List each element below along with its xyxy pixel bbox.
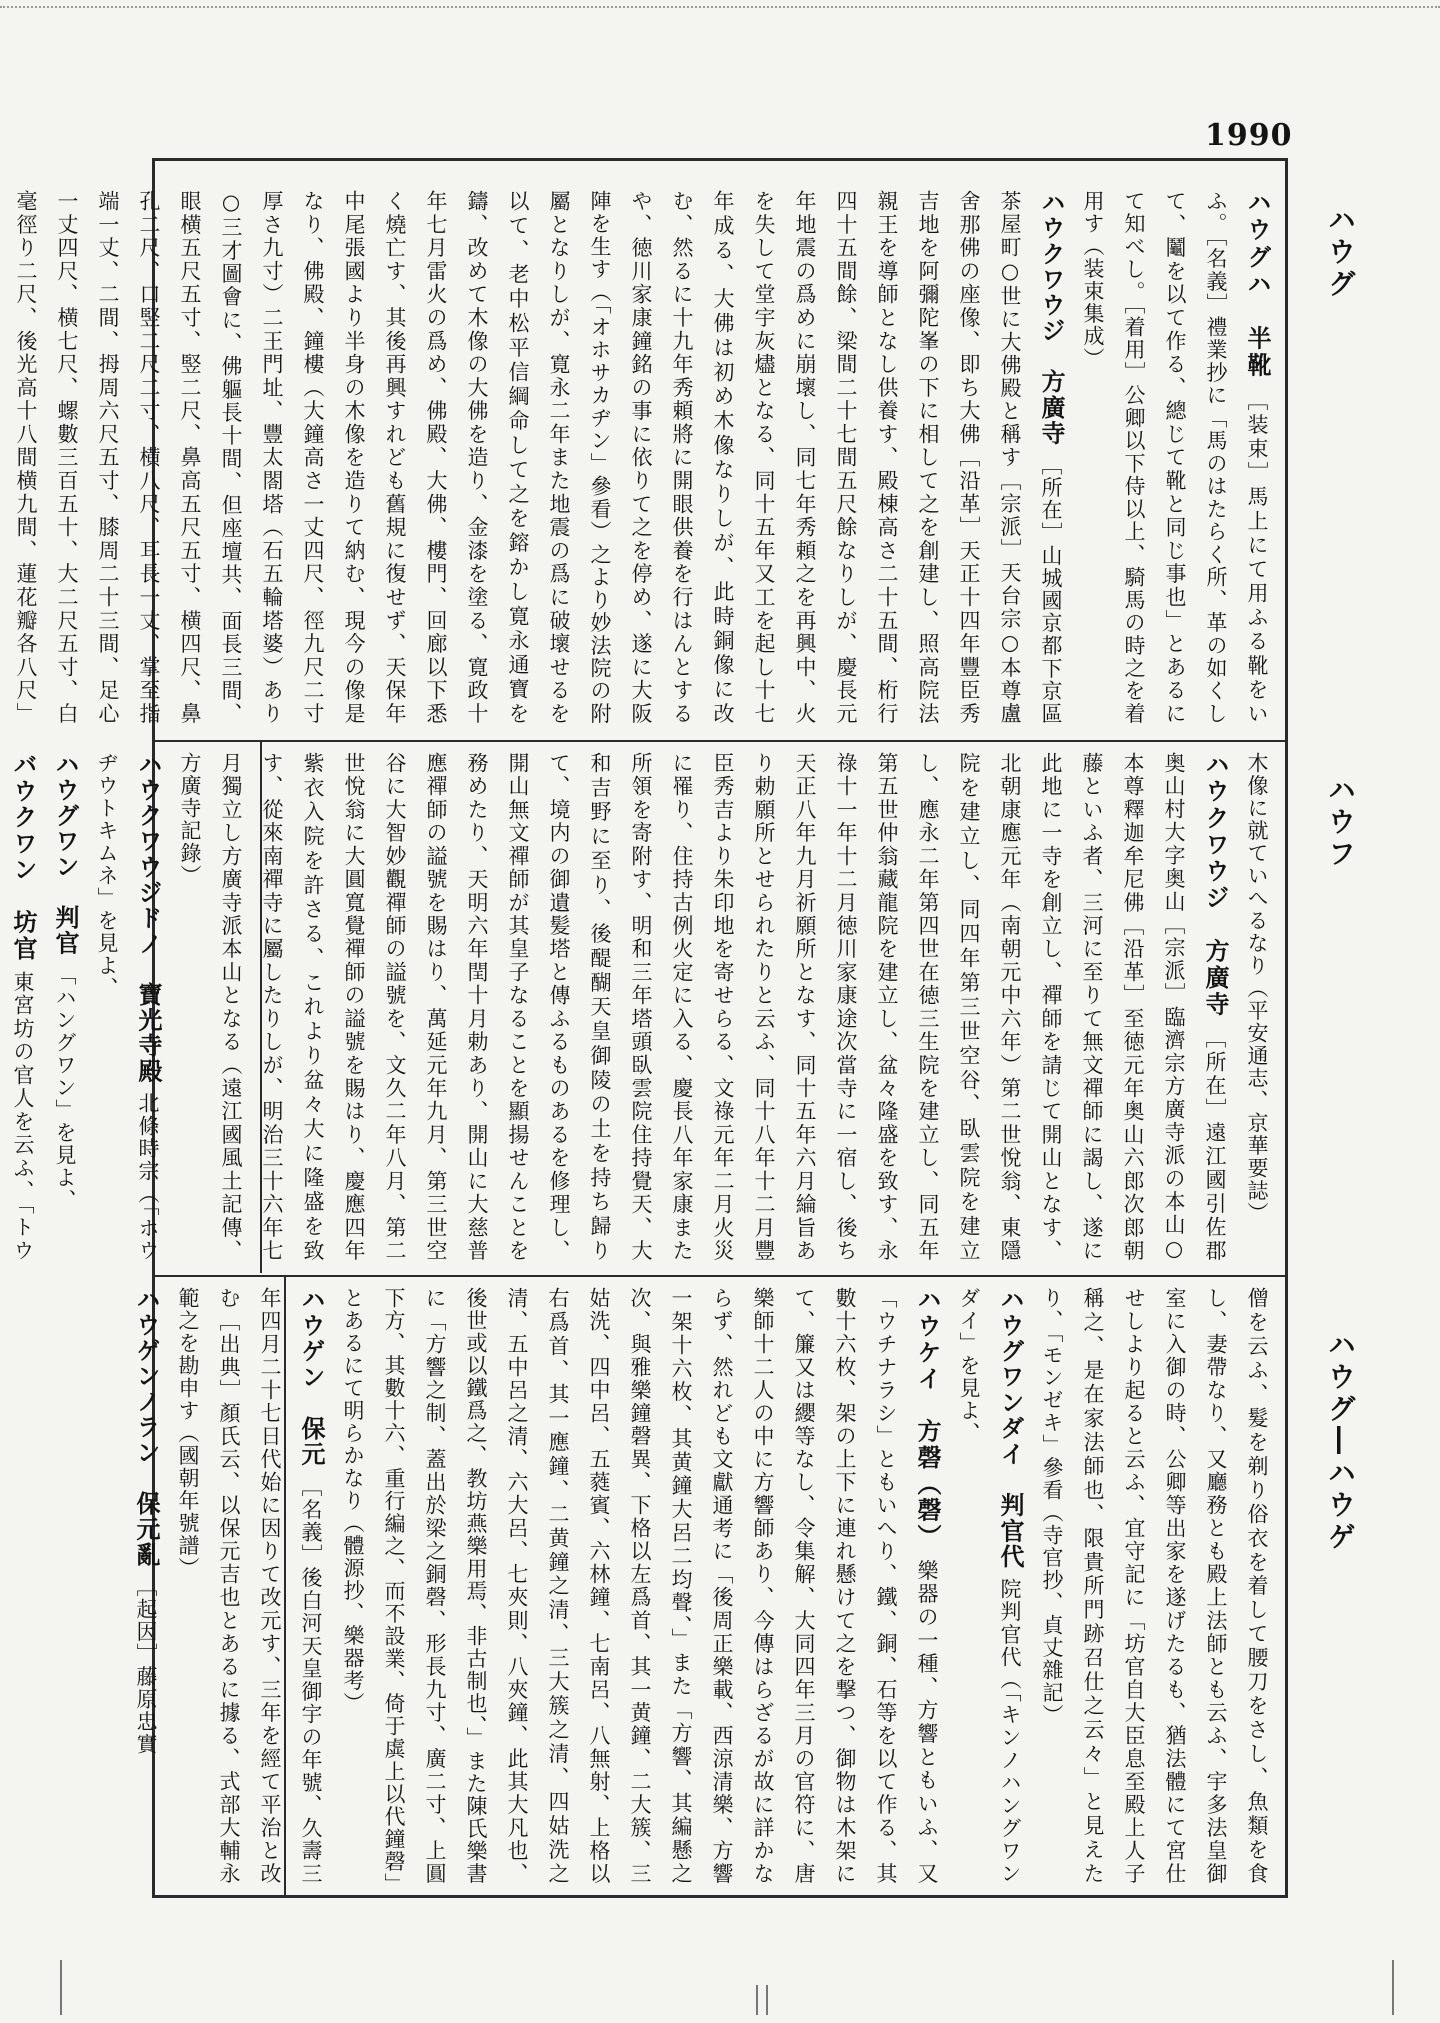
entry-head: ハウクワウジドノ 寶光寺殿 bbox=[134, 752, 163, 1085]
section-divider-1 bbox=[152, 740, 1288, 742]
section-top bbox=[14, 190, 1278, 726]
top-dotted-rule bbox=[0, 6, 1440, 8]
entry-body: ［所在］遠江國引佐郡奥山村大字奥山［宗派］臨濟宗方廣寺派の本山○本尊釋迦牟尼佛［沿革］至徳元年奥山六郎次郎朝藤といふ者、三河に至りて無文禪師に謁し、遂に此地に一寺を創立し、禪師を請じて開山となす、北朝康應元年（南朝元中六年）第二世悅翁、東隱院を建立し、同四年第三世空谷、臥雲院を建立し、應永二年第四世在徳三生院を建立し、同五年第五世仲翁藏龍院を建立し、盆々隆盛を致す、永祿十一年十二月徳川家康途次當寺に一宿し、後ち天正八年九月祈願所となす、同十五年六月綸旨あり勅願所とせられたりと云ふ、同十八年十二月豐臣秀吉より朱印地を寄せらる、文祿元年二月火災に罹り、住持古例火定に入る、慶長八年家康また所領を寄附す、明和三年塔頭臥雲院住持覺天、大和吉野に至り、後醍醐天皇御陵の土を持ち歸りて、境内の御遺髪塔と傳ふるものあるを修理し、開山無文禪師が其皇子なることを顯揚せんことを務めたり、天明六年閏十月勅あり、開山に大慈普應禪師の謚號を賜はり、萬延元年九月、第三世空谷に大智妙觀禪師の謚號を、文久二年八月、第二世悅翁に大圓寬覺禪師の謚號を賜はり、慶應四年紫衣入院を許さる、これより盆々大に隆盛を致す、從來南禪寺に屬したりしが、明治三十六年七月獨立し方廣寺派本山となる（遠江國風土記傳、方廣寺記錄） bbox=[178, 752, 1227, 1263]
scan-mark-center-a bbox=[756, 1985, 758, 2015]
scan-mark-center-b bbox=[766, 1985, 768, 2015]
entry-houkei bbox=[332, 1287, 948, 1885]
running-head-2: ハウフ bbox=[1324, 775, 1357, 871]
entry-body: ［装束］馬上にて用ふる靴をいふ。［名義］禮業抄に「馬のはたらく所、革の如くして、鬮を以て作る、總じて靴と同じ事也」とあるにて知べし。［着用］公卿以下侍以上、騎馬の時之を着用す（装束集成） bbox=[1081, 190, 1269, 725]
entry-head: ハウクワウジ 方廣寺 bbox=[1201, 752, 1230, 1018]
running-head-3: ハウグ―ハウゲ bbox=[1324, 1330, 1357, 1554]
entry-head: ハウケイ 方磬（磬） bbox=[913, 1287, 942, 1551]
entry-continuation bbox=[1031, 1287, 1278, 1885]
scan-mark-right bbox=[1392, 1960, 1394, 2015]
section-bottom bbox=[132, 1287, 1278, 1886]
entry-body: 院判官代（「キンノハングワンダイ」を見よ、 bbox=[957, 1287, 1022, 1886]
entry-boukan-1 bbox=[0, 752, 44, 1262]
scan-mark-left bbox=[60, 1960, 62, 2015]
entry-head: ハウゲン 保元 bbox=[297, 1287, 326, 1468]
entry-body: ［起因］藤原忠實 bbox=[134, 1575, 158, 1756]
entry-head: バウクワン 坊官 bbox=[9, 752, 38, 963]
page-number: 1990 bbox=[1205, 118, 1293, 153]
running-head-1: ハウグ bbox=[1324, 205, 1357, 301]
entry-houkoujidono bbox=[86, 752, 169, 1262]
entry-hougan bbox=[44, 752, 86, 1262]
entry-head: ハウゲンノラン 保元亂 bbox=[132, 1287, 161, 1568]
entry-head: ハウグハ 半靴 bbox=[1243, 190, 1272, 380]
section-middle bbox=[9, 752, 1278, 1263]
entry-houkouji-tootoumi bbox=[169, 752, 1236, 1262]
entry-hougandai bbox=[948, 1287, 1031, 1885]
entry-houkouji-kyoto bbox=[0, 190, 1072, 725]
entry-head: ハウグワンダイ 判官代 bbox=[996, 1287, 1025, 1570]
entry-body: ［所在］山城國京都下京區茶屋町○世に大佛殿と稱す［宗派］天台宗○本尊盧舍那佛の座像、即ち大佛［沿革］天正十四年豐臣秀吉地を阿彌陀峯の下に相して之を創建し、照高院法親王を導師となし供養す、殿棟高さ二十五間、桁行四十五間餘、梁間二十七間五尺餘なりしが、慶長元年地震の爲めに崩壞し、同七年秀頼之を再興中、火を失して堂宇灰燼となる、同十五年又工を起し十七年成る、大佛は初め木像なりしが、此時銅像に改む、然るに十九年秀頼將に開眼供養を行はんとするや、徳川家康鐘銘の事に依りて之を停め、遂に大阪陣を生す（「オホサカヂン」參看）之より妙法院の附屬となりしが、寛永二年また地震の爲に破壞せるを以て、老中松平信綱命して之を鎔かし寛永通寶を鑄、改めて木像の大佛を造り、金漆を塗る、寛政十年七月雷火の爲め、佛殿、大佛、樓門、回廊以下悉く燒亡す、其後再興すれども舊規に復せず、天保年中尾張國より半身の木像を造りて納む、現今の像是なり、佛殿、鐘樓（大鐘高さ一丈四尺、徑九尺二寸厚さ九寸）二王門址、豐太閤塔（石五輪塔婆）あり○三才圖會に、佛軀長十間、但座壇共、面長三間、眼横五尺五寸、竪二尺、鼻高五尺五寸、横四尺、鼻孔二尺、口竪二尺二寸、横八尺、耳長一丈、掌至指端一丈、二間、拇周六尺五寸、膝周二十三間、足心一丈四尺、横七尺、螺數三百五十、大二尺五寸、白毫徑り二尺、後光高十八間横九間、蓮花瓣各八尺」 bbox=[14, 190, 1063, 726]
entry-body: 北條時宗（「ホウヂウトキムネ」を見よ、 bbox=[95, 752, 160, 1263]
entry-continuation bbox=[1236, 752, 1278, 1262]
entry-hougen bbox=[167, 1287, 332, 1885]
entry-body: 東宮坊の官人を云ふ、「トウ bbox=[11, 970, 35, 1263]
section-divider-2 bbox=[152, 1275, 1288, 1277]
entry-body: 「ハングワン」を見よ、 bbox=[53, 964, 77, 1212]
entry-head: ハウグワン 判官 bbox=[51, 752, 80, 956]
entry-haugha bbox=[1072, 190, 1278, 725]
entry-hougen-no-ran bbox=[125, 1287, 167, 1885]
entry-head: ハウクワウジ 方廣寺 bbox=[1037, 190, 1066, 446]
entry-body: 僧を云ふ、髮を剃り俗衣を着して腰刀をさし、魚類を食し、妻帶なり、又廳務とも殿上法師とも云ふ、宇多法皇御室に入御の時、公卿等出家を遂げたるも、猶法體にて宮仕せしより起ると云ふ、宜守記に「坊官自大臣息至殿上人子稱之、是在家法師也、限貴所門跡召仕之云々」と見えたり、「モンゼキ」參看（寺官抄、貞丈雜記） bbox=[1040, 1287, 1269, 1885]
entry-body: ［名義］後白河天皇御宇の年號、久壽三年四月二十七日代始に因りて改元す、三年を經て平治と改む［出典］顏氏云、以保元吉也とあるに據る、式部大輔永範之を勘申す（國朝年號譜） bbox=[176, 1287, 323, 1886]
entry-body: 樂器の一種、方響ともいふ、又「ウチナラシ」ともいへり、鐵、銅、石等を以て作る、其數十六枚、架の上下に連れ懸けて之を撃つ、御物は木架にて、簾又は纓等なし、令集解、大同四年三月の官符に、唐樂師十二人の中に方響師あり、今傳はらざるが故に詳かならず、然れども文獻通考に「後周正樂載、西涼清樂、方響一架十六枚、其黄鐘大呂二均聲、」また「方響、其編懸之次、與雅樂鐘磬異、下格以左爲首、其一黄鐘、二大簇、三姑洗、四中呂、五蕤賓、六林鐘、七南呂、八無射、上格以右爲首、其一應鐘、二黄鐘之清、三大簇之清、四姑洗之清、五中呂之清、六大呂、七夾則、八夾鐘、此其大凡也、後世或以鐵爲之、教坊燕樂用焉、非古制也、」また陳氏樂書に「方響之制、蓋出於梁之銅磬、形長九寸、廣二寸、上圓下方、其數十六、重行編之、而不設業、倚于虡上以代鐘磬」とあるにて明らかなり（體源抄、樂器考） bbox=[341, 1287, 939, 1886]
entry-body: 木像に就ていへるなり（平安通志、京華要誌） bbox=[1245, 752, 1269, 1225]
